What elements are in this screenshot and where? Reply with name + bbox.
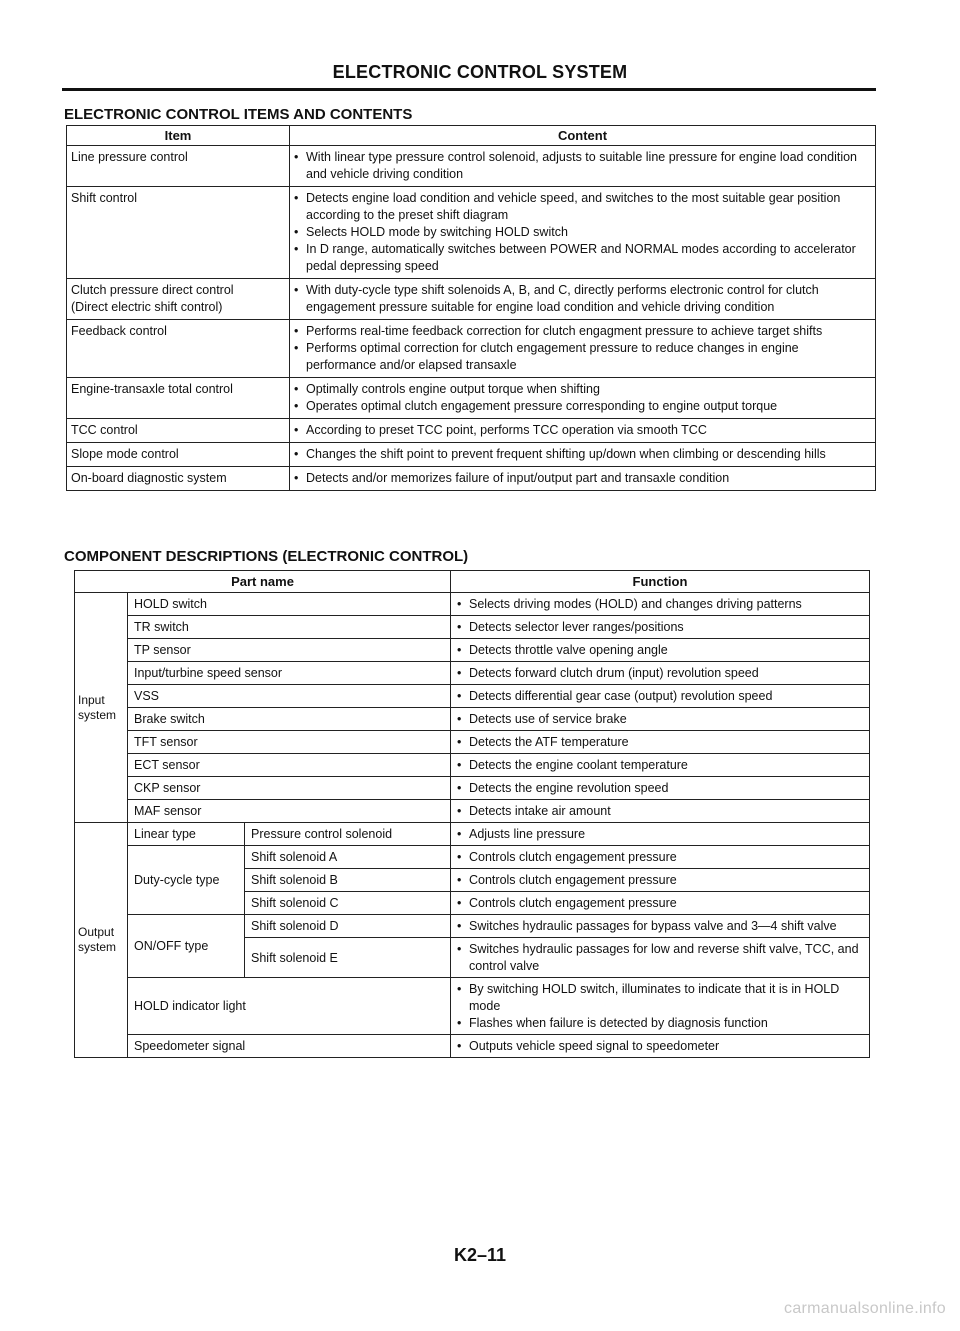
part-name: CKP sensor <box>128 777 451 800</box>
item-name: Shift control <box>67 187 290 279</box>
title-rule <box>62 88 876 91</box>
content-bullet: • Changes the shift point to prevent frequent shifting up/down when climbing or descending hills <box>294 446 871 463</box>
watermark: carmanualsonline.info <box>784 1300 946 1317</box>
content-bullet: • With linear type pressure control solenoid, adjusts to suitable line pressure for engine load condition and vehicle driving condition <box>294 149 871 183</box>
part-function: • Outputs vehicle speed signal to speedometer <box>451 1035 870 1058</box>
table-row <box>67 467 876 491</box>
part-name: Input/turbine speed sensor <box>128 662 451 685</box>
table-row <box>67 146 876 187</box>
section-heading-components: COMPONENT DESCRIPTIONS (ELECTRONIC CONTROL) <box>64 548 469 565</box>
item-name: On-board diagnostic system <box>67 467 290 491</box>
part-group-linear: Linear type <box>128 823 245 846</box>
content-bullet: • With duty-cycle type shift solenoids A, B, and C, directly performs electronic control for clutch engagement pressure suitable for engine load condition and vehicle driving condition <box>294 282 871 316</box>
part-function: • Controls clutch engagement pressure <box>451 846 870 869</box>
part-function: • Detects the ATF temperature <box>451 731 870 754</box>
item-name: Slope mode control <box>67 443 290 467</box>
item-content <box>290 320 876 378</box>
table-row <box>75 754 870 777</box>
part-function: • Detects selector lever ranges/positions <box>451 616 870 639</box>
item-name: Feedback control <box>67 320 290 378</box>
part-name: ECT sensor <box>128 754 451 777</box>
item-name: Clutch pressure direct control (Direct electric shift control) <box>67 279 290 320</box>
part-name: TP sensor <box>128 639 451 662</box>
table-row <box>75 846 870 869</box>
part-name: TFT sensor <box>128 731 451 754</box>
table-row <box>75 639 870 662</box>
page-number: K2–11 <box>453 1245 507 1265</box>
item-content <box>290 378 876 419</box>
table-row <box>75 915 870 938</box>
part-function: • Controls clutch engagement pressure <box>451 892 870 915</box>
part-name: Brake switch <box>128 708 451 731</box>
content-bullet: • Detects engine load condition and vehicle speed, and switches to the most suitable gear position according to the preset shift diagram <box>294 190 871 224</box>
item-name: Line pressure control <box>67 146 290 187</box>
column-header-content: Content <box>290 126 876 146</box>
part-name: Shift solenoid D <box>245 915 451 938</box>
item-content <box>290 279 876 320</box>
column-header-part-name: Part name <box>75 571 451 593</box>
part-name: Shift solenoid E <box>245 938 451 978</box>
item-content <box>290 419 876 443</box>
table-row <box>75 823 870 846</box>
item-name: Engine-transaxle total control <box>67 378 290 419</box>
content-bullet: • In D range, automatically switches between POWER and NORMAL modes according to accelerator pedal depressing speed <box>294 241 871 275</box>
part-group-onoff: ON/OFF type <box>128 915 245 978</box>
table-row <box>67 378 876 419</box>
table-row <box>75 800 870 823</box>
part-function: • By switching HOLD switch, illuminates to indicate that it is in HOLD mode • Flashes when failure is detected by diagnosis function <box>451 978 870 1035</box>
content-bullet: • Performs real-time feedback correction for clutch engagment pressure to achieve target shifts <box>294 323 871 340</box>
part-group-duty-cycle: Duty-cycle type <box>128 846 245 915</box>
control-items-body <box>67 146 876 491</box>
section-heading-control-items: ELECTRONIC CONTROL ITEMS AND CONTENTS <box>64 106 413 123</box>
content-bullet: • Detects and/or memorizes failure of input/output part and transaxle condition <box>294 470 871 487</box>
part-name: TR switch <box>128 616 451 639</box>
table-row <box>75 685 870 708</box>
table-row <box>75 708 870 731</box>
table-row <box>67 187 876 279</box>
part-name: MAF sensor <box>128 800 451 823</box>
content-bullet: • According to preset TCC point, performs TCC operation via smooth TCC <box>294 422 871 439</box>
component-table-body <box>75 593 870 1058</box>
part-function: • Detects use of service brake <box>451 708 870 731</box>
content-bullet: • Performs optimal correction for clutch engagement pressure to reduce changes in engine performance and/or elapsed transaxle <box>294 340 871 374</box>
part-function: • Detects the engine coolant temperature <box>451 754 870 777</box>
part-name: Speedometer signal <box>128 1035 451 1058</box>
output-system-label: Output system <box>75 823 128 1058</box>
part-name: Shift solenoid A <box>245 846 451 869</box>
part-function: • Detects the engine revolution speed <box>451 777 870 800</box>
part-function: • Detects throttle valve opening angle <box>451 639 870 662</box>
item-content <box>290 443 876 467</box>
page-title: ELECTRONIC CONTROL SYSTEM <box>332 62 628 82</box>
component-table <box>74 570 870 1058</box>
part-function: • Controls clutch engagement pressure <box>451 869 870 892</box>
part-function: • Detects intake air amount <box>451 800 870 823</box>
content-bullet: • Operates optimal clutch engagement pressure corresponding to engine output torque <box>294 398 871 415</box>
table-row <box>75 662 870 685</box>
control-items-table <box>66 125 876 491</box>
input-system-label: Input system <box>75 593 128 823</box>
part-name: VSS <box>128 685 451 708</box>
table-row <box>75 777 870 800</box>
part-name: HOLD switch <box>128 593 451 616</box>
table-header-row <box>75 571 870 593</box>
content-bullet: • Optimally controls engine output torque when shifting <box>294 381 871 398</box>
table-header-row <box>67 126 876 146</box>
part-function: • Detects forward clutch drum (input) revolution speed <box>451 662 870 685</box>
table-row <box>67 419 876 443</box>
item-content <box>290 467 876 491</box>
part-name: Shift solenoid B <box>245 869 451 892</box>
content-bullet: • Selects HOLD mode by switching HOLD switch <box>294 224 871 241</box>
item-name: TCC control <box>67 419 290 443</box>
table-row <box>67 279 876 320</box>
part-name: Shift solenoid C <box>245 892 451 915</box>
table-row <box>67 320 876 378</box>
item-content <box>290 187 876 279</box>
part-function: • Switches hydraulic passages for bypass valve and 3—4 shift valve <box>451 915 870 938</box>
part-function: • Switches hydraulic passages for low and reverse shift valve, TCC, and control valve <box>451 938 870 978</box>
item-content <box>290 146 876 187</box>
table-row <box>75 731 870 754</box>
part-name: Pressure control solenoid <box>245 823 451 846</box>
table-row <box>75 1035 870 1058</box>
table-row <box>67 443 876 467</box>
table-row <box>75 616 870 639</box>
part-function: • Selects driving modes (HOLD) and changes driving patterns <box>451 593 870 616</box>
part-name: HOLD indicator light <box>128 978 451 1035</box>
part-function: • Adjusts line pressure <box>451 823 870 846</box>
column-header-function: Function <box>451 571 870 593</box>
table-row <box>75 593 870 616</box>
part-function: • Detects differential gear case (output) revolution speed <box>451 685 870 708</box>
column-header-item: Item <box>67 126 290 146</box>
table-row <box>75 978 870 1035</box>
